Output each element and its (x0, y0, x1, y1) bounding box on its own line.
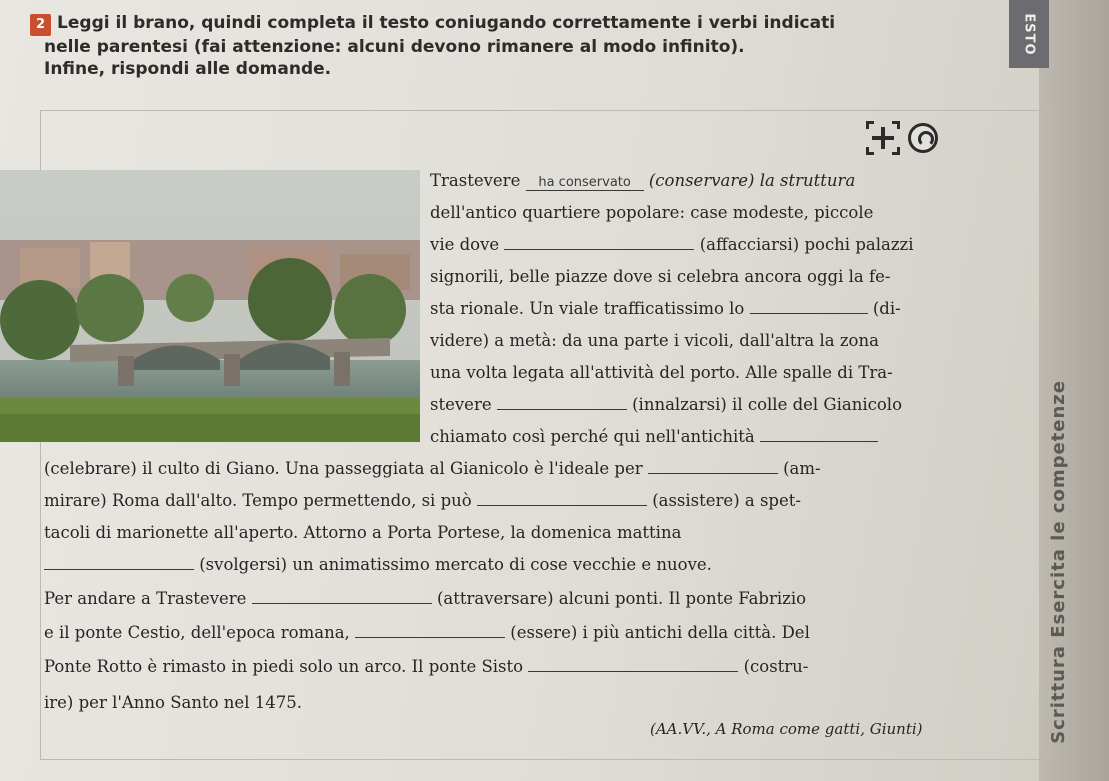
audio-icon[interactable] (908, 123, 938, 153)
text-line-7: una volta legata all'attività del porto. Alle spalle di Tra- (430, 363, 893, 382)
answer-field-innalzarsi[interactable] (497, 394, 627, 410)
text-line-16: Ponte Rotto è rimasto in piedi solo un arco. Il ponte Sisto (costru- (44, 657, 809, 676)
text-line-14: Per andare a Trastevere (attraversare) alcuni ponti. Il ponte Fabrizio (44, 589, 807, 608)
side-vertical-label: Scrittura Esercita le competenze (1047, 380, 1069, 744)
text-line-10: (celebrare) il culto di Giano. Una passeggiata al Gianicolo è l'ideale per (am- (44, 459, 821, 478)
answer-field-assistere[interactable] (477, 490, 647, 506)
text-line-11: mirare) Roma dall'alto. Tempo permettendo, si può (assistere) a spet- (44, 491, 801, 510)
text-line-15: e il ponte Cestio, dell'epoca romana, (essere) i più antichi della città. Del (44, 623, 810, 642)
trastevere-bridge-photo (0, 170, 420, 442)
answer-field-essere[interactable] (355, 622, 505, 638)
answer-field-conservare[interactable]: ha conservato (526, 175, 644, 191)
text-line-6: videre) a metà: da una parte i vicoli, dall'altra la zona (430, 331, 879, 350)
text-line-12: tacoli di marionette all'aperto. Attorno a Porta Portese, la domenica mattina (44, 523, 682, 542)
source-citation: (AA.VV., A Roma come gatti, Giunti) (650, 720, 923, 738)
text-line-5: sta rionale. Un viale trafficatissimo lo (di- (430, 299, 901, 318)
media-icons (866, 118, 966, 158)
text-line-4: signorili, belle piazze dove si celebra ancora oggi la fe- (430, 267, 891, 286)
text-line-1: Trastevere ha conservato (conservare) la struttura (430, 171, 856, 190)
photo-illustration (0, 170, 420, 442)
answer-field-svolgersi[interactable] (44, 554, 194, 570)
text-line-13: (svolgersi) un animatissimo mercato di cose vecchie e nuove. (44, 548, 712, 582)
exercise-instructions: 2 Leggi il brano, quindi completa il testo coniugando correttamente i verbi indicati nelle parentesi (fai attenzione: alcuni devono rimanere al modo infinito). Infine, rispondi alle domande. (30, 12, 1010, 80)
text-line-9: chiamato così perché qui nell'antichità (430, 420, 878, 454)
exercise-number-badge: 2 (30, 14, 51, 36)
answer-field-dividere[interactable] (750, 298, 868, 314)
text-line-17: ire) per l'Anno Santo nel 1475. (44, 693, 302, 712)
answer-field-attraversare[interactable] (252, 588, 432, 604)
section-tab: ESTO (1009, 0, 1049, 68)
plus-expand-icon[interactable] (866, 121, 900, 155)
answer-field-costruire[interactable] (528, 656, 738, 672)
text-line-2: dell'antico quartiere popolare: case modeste, piccole (430, 203, 874, 222)
answer-field-ammirare[interactable] (648, 458, 778, 474)
answer-field-affacciarsi[interactable] (504, 234, 694, 250)
answer-field-celebrare[interactable] (760, 426, 878, 442)
text-line-3: vie dove (affacciarsi) pochi palazzi (430, 235, 914, 254)
text-line-8: stevere (innalzarsi) il colle del Gianicolo (430, 395, 903, 414)
